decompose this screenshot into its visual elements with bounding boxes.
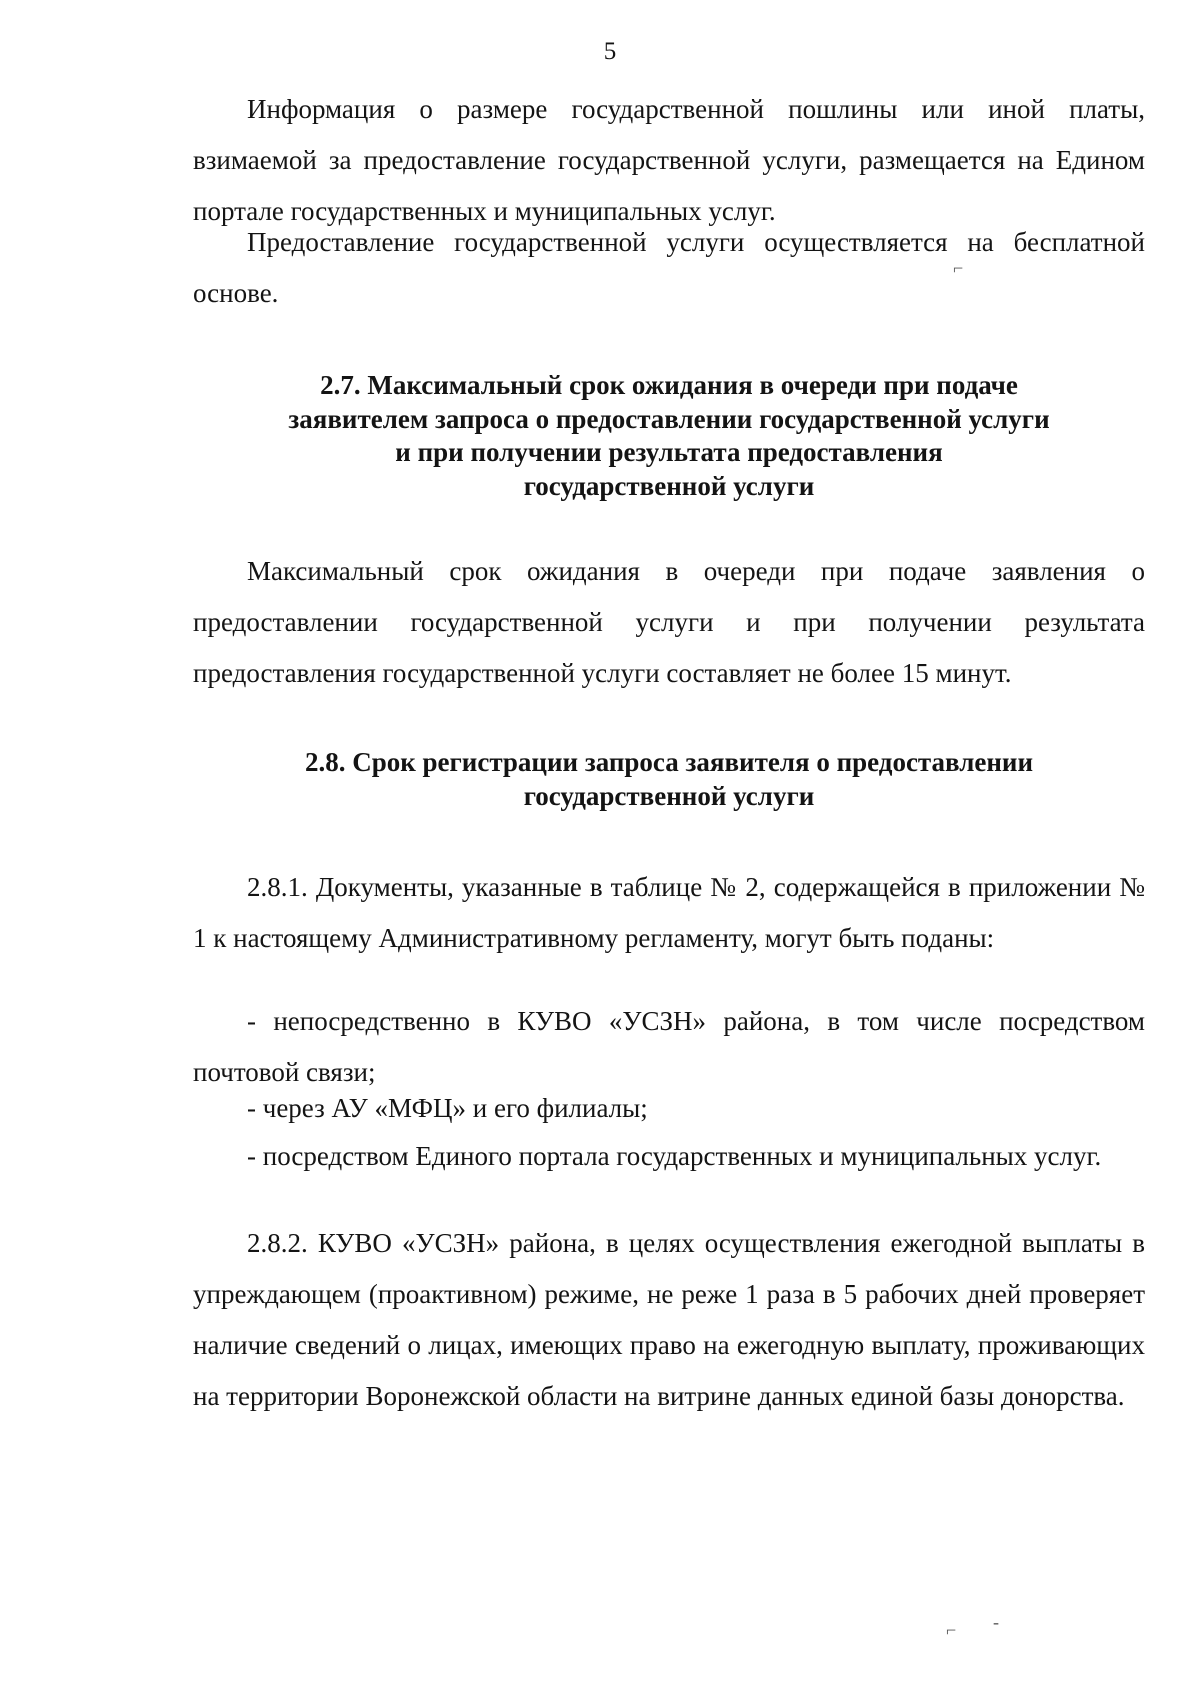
page-number: 5 <box>603 38 617 65</box>
section-2-8-heading <box>193 746 1145 813</box>
section-2-8-heading-line-1: 2.8. Срок регистрации запроса заявителя о предоставлении <box>304 747 1034 777</box>
scan-mark: ⌐ <box>946 1620 957 1640</box>
scan-mark: - <box>993 1612 999 1632</box>
section-2-7-heading-line-1: 2.7. Максимальный срок ожидания в очереди при подаче <box>320 370 1018 400</box>
submission-bullet-3: - посредством Единого портала государственных и муниципальных услуг. <box>247 1141 1102 1171</box>
free-service-paragraph: Предоставление государственной услуги осуществляется на бесплатной основе. <box>193 227 1145 308</box>
section-2-7-heading-line-3: и при получении результата предоставления <box>395 437 943 467</box>
section-2-7-heading-line-4: государственной услуги <box>523 470 815 501</box>
paragraph-2-8-2: 2.8.2. КУВО «УСЗН» района, в целях осуществления ежегодной выплаты в упреждающем (проактивном) режиме, не реже 1 раза в 5 рабочих дней проверяет наличие сведений о лицах, имеющих право на ежегодную выплату, проживающих на территории Воронежской области на витрине данных единой базы донорства. <box>193 1228 1145 1411</box>
section-2-7-heading <box>193 369 1145 503</box>
max-wait-paragraph: Максимальный срок ожидания в очереди при подаче заявления о предоставлении государственной услуги и при получении результата предоставления государственной услуги составляет не более 15 минут. <box>193 556 1145 688</box>
section-2-7-heading-line-2: заявителем запроса о предоставлении государственной услуги <box>288 403 1050 434</box>
fee-info-paragraph: Информация о размере государственной пошлины или иной платы, взимаемой за предоставление государственной услуги, размещается на Едином портале государственных и муниципальных услуг. <box>193 94 1145 226</box>
paragraph-2-8-1: 2.8.1. Документы, указанные в таблице № 2, содержащейся в приложении № 1 к настоящему Административному регламенту, могут быть поданы: <box>193 872 1145 953</box>
submission-bullet-1: - непосредственно в КУВО «УСЗН» района, в том числе посредством почтовой связи; <box>193 1006 1145 1087</box>
section-2-8-heading-line-2: государственной услуги <box>523 780 815 811</box>
submission-bullet-2: - через АУ «МФЦ» и его филиалы; <box>247 1093 648 1123</box>
scan-mark: ⌐ <box>953 258 964 278</box>
